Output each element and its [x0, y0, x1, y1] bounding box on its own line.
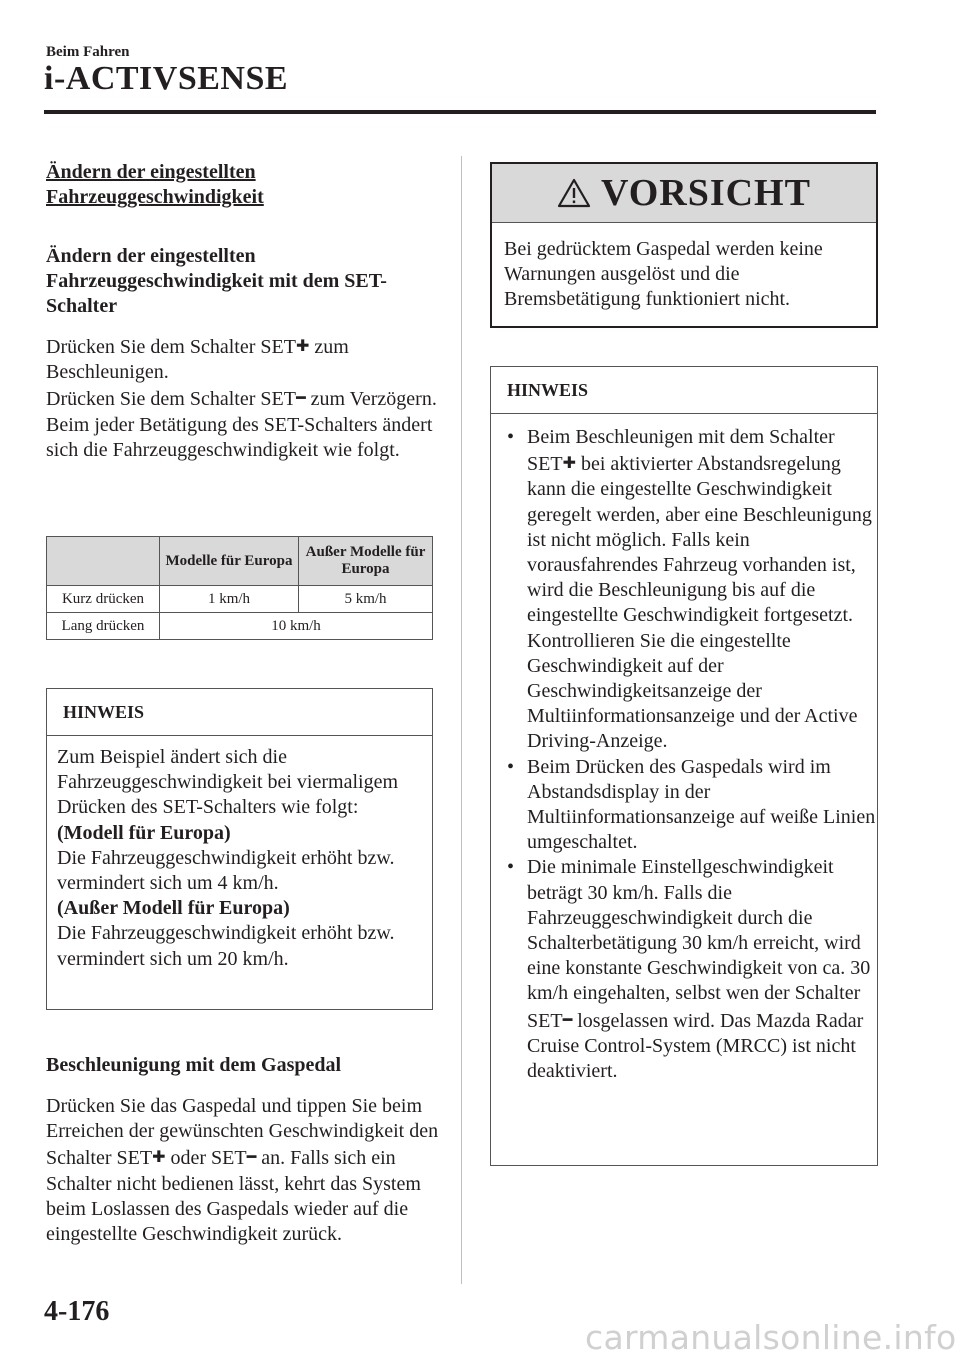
note-europe-label: (Modell für Europa)	[57, 821, 231, 844]
plus-symbol: ✚	[152, 1147, 166, 1167]
chapter-title: i-ACTIVSENSE	[44, 60, 289, 97]
note-bullet-list	[491, 425, 877, 1084]
table-row	[47, 613, 433, 640]
table-header-empty	[47, 537, 160, 586]
page-number: 4-176	[44, 1296, 110, 1327]
table-cell: Lang drücken	[47, 613, 160, 640]
minus-symbol: ━	[246, 1147, 257, 1167]
bullet-icon: •	[507, 426, 515, 448]
section-heading[interactable]: Ändern der eingestellten Fahrzeuggeschwindigkeit	[46, 161, 264, 208]
note-title: HINWEIS	[47, 689, 432, 736]
minus-symbol: ━	[295, 388, 306, 408]
list-item: • Die minimale Einstellgeschwindigkeit beträgt 30 km/h. Falls die Fahrzeuggeschwindigkeit durch die Schalterbetätigung 30 km/h erreicht, wird eine konstante Geschwindigkeit von ca. 30 km/h eingehalten, selbst wen der Schalter SET━ losgelassen wird. Das Mazda Radar Cruise Control-System (MRCC) ist nicht deaktiviert.	[507, 856, 871, 1083]
note-non-europe-text: Die Fahrzeuggeschwindigkeit erhöht bzw. vermindert sich um 20 km/h.	[57, 922, 395, 970]
table-cell: 5 km/h	[299, 586, 433, 613]
speed-step-table	[46, 536, 433, 640]
list-item: • Beim Beschleunigen mit dem Schalter SET✚ bei aktivierter Abstandsregelung kann die eingestellte Geschwindigkeit geregelt werden, aber eine Beschleunigung ist nicht möglich. Falls kein vorausfahrendes Fahrzeug vorhanden ist, wird die Beschleunigung bis auf die eingestellte Geschwindigkeit fortgesetzt. Kontrollieren Sie die eingestellte Geschwindigkeit auf der Geschwindigkeitsanzeige der Multiinformationsanzeige und der Active Driving-Anzeige.	[507, 426, 872, 753]
table-header-europe: Modelle für Europa	[160, 537, 299, 586]
accelerate-paragraph: Drücken Sie dem Schalter SET✚ zum Beschleunigen.	[46, 336, 349, 384]
bullet-icon: •	[507, 755, 515, 778]
section-label: Beim Fahren	[46, 44, 130, 60]
gas-pedal-text: Drücken Sie das Gaspedal und tippen Sie beim Erreichen der gewünschten Geschwindigkeit den Schalter SET✚ oder SET━ an. Falls sich ein Schalter nicht bedienen lässt, kehrt das System beim Loslassen des Gaspedals wieder auf die eingestellte Geschwindigkeit zurück.	[46, 1095, 439, 1246]
list-item: • Beim Drücken des Gaspedals wird im Abstandsdisplay in der Multiinformationsanzeige auf weiße Linien umgeschaltet.	[507, 755, 876, 854]
plus-symbol: ✚	[562, 453, 576, 473]
caution-title: VORSICHT	[601, 172, 811, 214]
caution-text: Bei gedrücktem Gaspedal werden keine Warnungen ausgelöst und die Bremsbetätigung funktioniert nicht.	[504, 238, 823, 310]
minus-symbol: ━	[562, 1009, 573, 1029]
header-rule	[44, 110, 876, 114]
bullet-icon: •	[507, 856, 515, 879]
table-cell: Kurz drücken	[47, 586, 160, 613]
note-europe-text: Die Fahrzeuggeschwindigkeit erhöht bzw. vermindert sich um 4 km/h.	[57, 846, 395, 895]
plus-symbol: ✚	[295, 336, 310, 355]
table-row	[47, 586, 433, 613]
table-cell: 10 km/h	[160, 613, 433, 640]
table-cell: 1 km/h	[160, 586, 299, 613]
column-divider	[461, 156, 462, 1284]
caution-box	[490, 162, 878, 328]
decelerate-paragraph: Drücken Sie dem Schalter SET━ zum Verzögern.	[46, 388, 437, 411]
warning-triangle-icon	[557, 178, 591, 208]
note-intro: Zum Beispiel ändert sich die Fahrzeuggeschwindigkeit bei viermaligem Drücken des SET-Schalters wie folgt:	[57, 746, 399, 819]
note-title: HINWEIS	[491, 367, 877, 414]
note-box-left	[46, 688, 433, 1010]
note-non-europe-label: (Außer Modell für Europa)	[57, 897, 290, 920]
set-switch-instructions	[46, 333, 446, 463]
subsection-heading: Ändern der eingestellten Fahrzeuggeschwindigkeit mit dem SET-Schalter	[46, 245, 387, 317]
note-body	[47, 736, 432, 972]
caution-header	[492, 164, 876, 223]
note-box-right	[490, 366, 878, 1166]
gas-pedal-heading: Beschleunigung mit dem Gaspedal	[46, 1054, 342, 1076]
table-header-non-europe: Außer Modelle für Europa	[299, 537, 433, 586]
watermark: carmanualsonline.info	[585, 1318, 957, 1357]
step-paragraph: Beim jeder Betätigung des SET-Schalters ändert sich die Fahrzeuggeschwindigkeit wie folgt.	[46, 413, 433, 461]
table-header-row	[47, 537, 433, 586]
